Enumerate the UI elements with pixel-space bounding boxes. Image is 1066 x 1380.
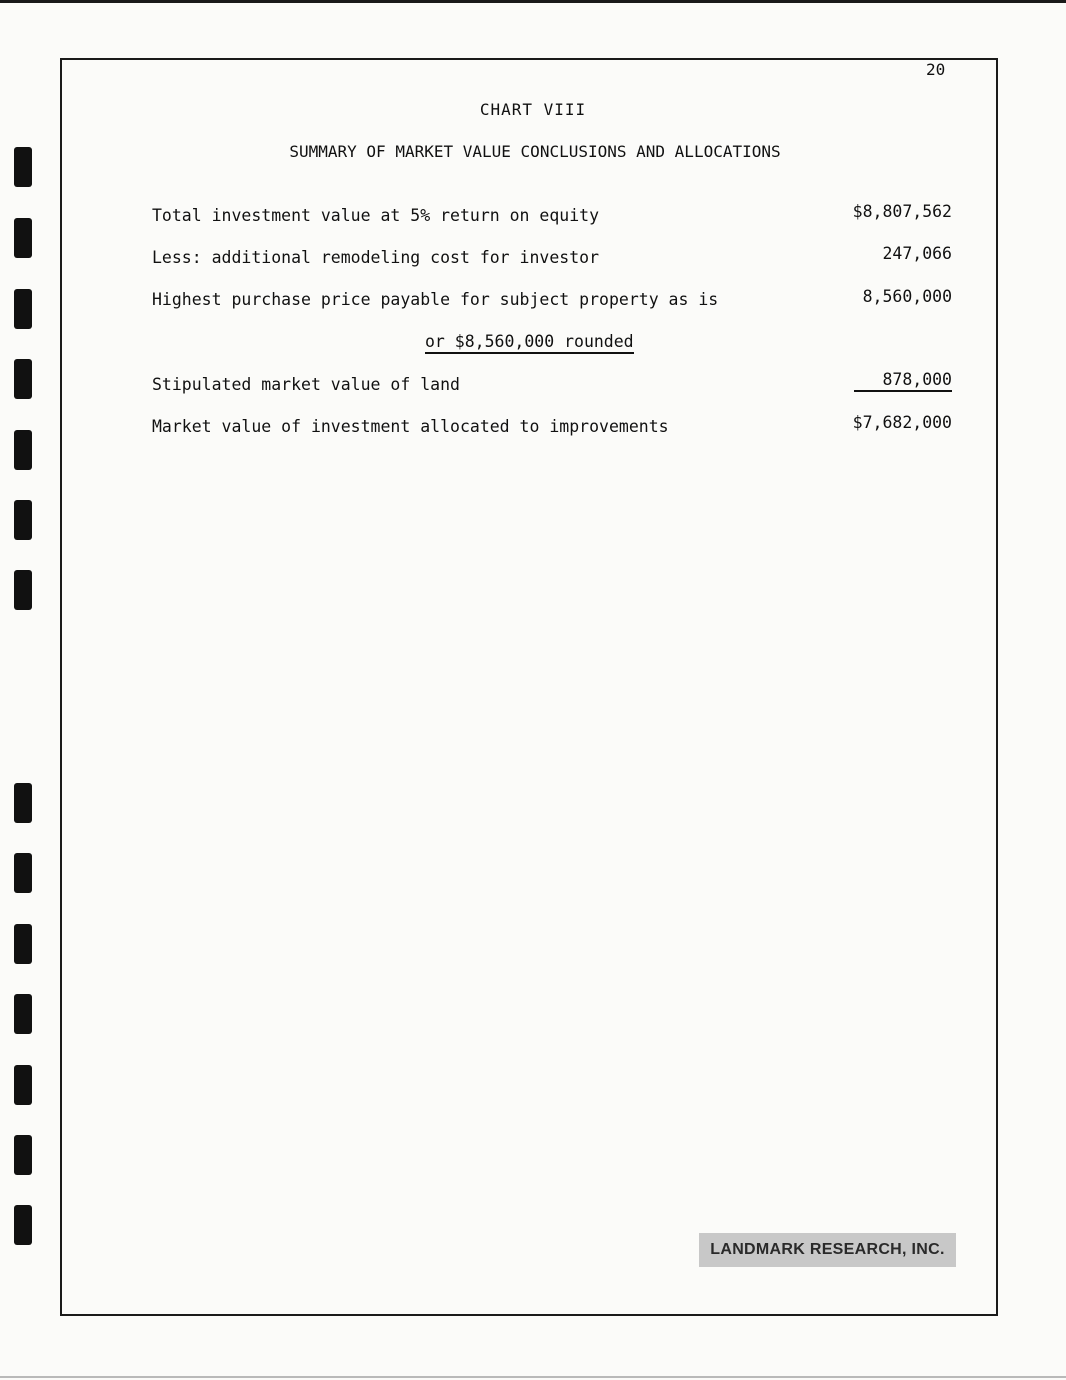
row-label-improvements-value: Market value of investment allocated to improvements — [152, 417, 669, 436]
binding-hole — [14, 1065, 32, 1105]
binding-hole — [14, 430, 32, 470]
chart-label: CHART VIII — [479, 100, 587, 119]
row-label-purchase-price: Highest purchase price payable for subject property as is — [152, 290, 719, 309]
chart-title: SUMMARY OF MARKET VALUE CONCLUSIONS AND ALLOCATIONS — [289, 142, 781, 161]
land-value-underlined: 878,000 — [854, 370, 952, 392]
rounded-note: or $8,560,000 rounded — [425, 332, 634, 354]
page-number: 20 — [926, 60, 946, 79]
page-border — [60, 58, 998, 1316]
binding-hole — [14, 1135, 32, 1175]
binding-hole — [14, 289, 32, 329]
scan-top-edge — [0, 0, 1066, 3]
binding-hole — [14, 359, 32, 399]
binding-hole — [14, 994, 32, 1034]
row-label-remodeling-cost: Less: additional remodeling cost for investor — [152, 248, 600, 267]
row-label-land-value: Stipulated market value of land — [152, 375, 460, 394]
binding-hole — [14, 924, 32, 964]
binding-hole — [14, 500, 32, 540]
row-value-improvements-value: $7,682,000 — [852, 413, 952, 432]
binding-hole — [14, 570, 32, 610]
company-stamp: LANDMARK RESEARCH, INC. — [699, 1233, 956, 1267]
binding-hole — [14, 1205, 32, 1245]
binding-hole — [14, 218, 32, 258]
row-value-total-investment: $8,807,562 — [852, 202, 952, 221]
row-value-purchase-price: 8,560,000 — [862, 287, 952, 306]
binding-hole — [14, 853, 32, 893]
scan-bottom-edge — [0, 1376, 1066, 1378]
row-value-remodeling-cost: 247,066 — [882, 244, 952, 263]
binding-hole — [14, 783, 32, 823]
row-value-land-value — [854, 370, 952, 392]
row-label-total-investment: Total investment value at 5% return on equity — [152, 206, 600, 225]
